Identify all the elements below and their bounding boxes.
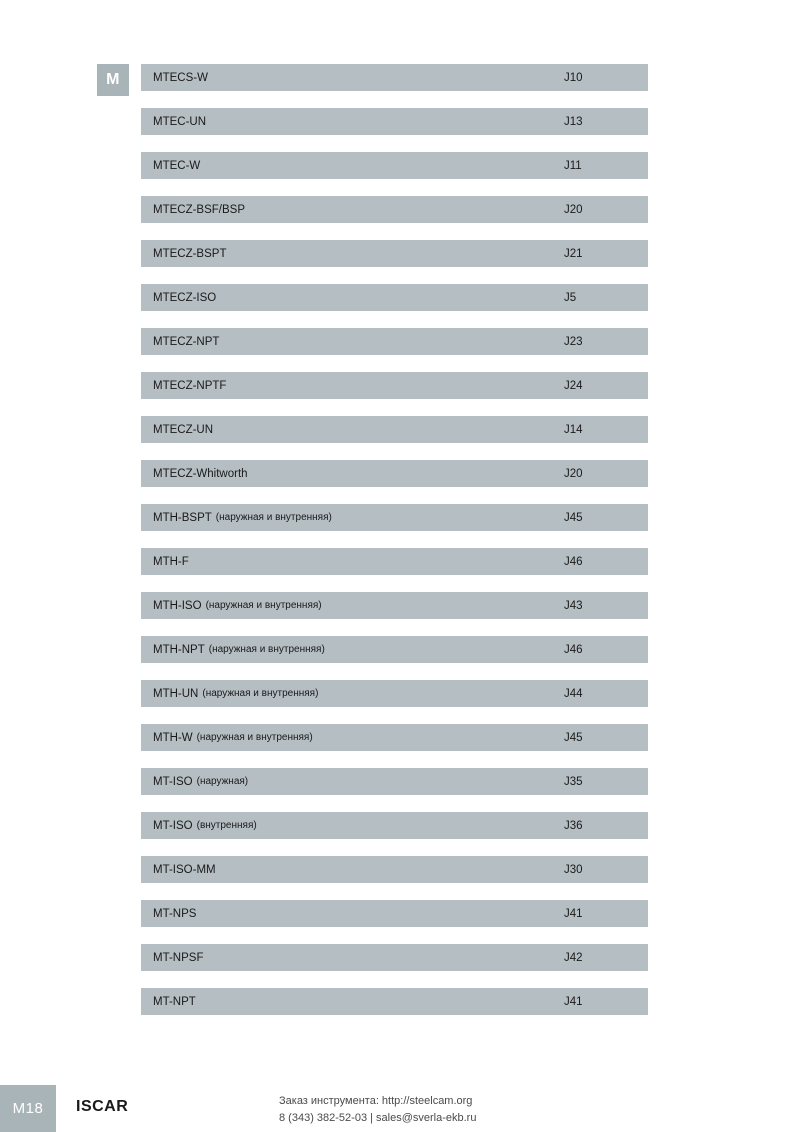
footer-order-line-2: 8 (343) 382-52-03 | sales@sverla-ekb.ru — [279, 1112, 477, 1124]
index-row[interactable] — [141, 768, 648, 795]
index-row-page: J11 — [564, 159, 582, 172]
index-row-name: MTECZ-NPT — [153, 335, 220, 348]
footer-brand-logo: ISCAR — [76, 1098, 129, 1115]
index-row-name: MTH-W — [153, 731, 193, 744]
index-row-page: J30 — [564, 863, 583, 876]
index-row[interactable] — [141, 328, 648, 355]
index-row-qualifier: (наружная и внутренняя) — [196, 732, 313, 743]
index-row-page: J45 — [564, 731, 583, 744]
index-row-qualifier: (наружная и внутренняя) — [208, 644, 325, 655]
index-row-name: MT-ISO — [153, 775, 193, 788]
footer-order-info — [279, 1093, 476, 1127]
index-row[interactable] — [141, 548, 648, 575]
index-row-name: MTECZ-BSF/BSP — [153, 203, 246, 216]
index-row-qualifier: (наружная и внутренняя) — [202, 688, 319, 699]
index-row[interactable] — [141, 680, 648, 707]
index-row-name: MTECZ-ISO — [153, 291, 217, 304]
index-list — [141, 64, 648, 1032]
index-row-page: J14 — [564, 423, 583, 436]
index-row-page: J21 — [564, 247, 583, 260]
index-row-page: J36 — [564, 819, 583, 832]
index-row[interactable] — [141, 240, 648, 267]
index-row-qualifier: (внутренняя) — [196, 820, 257, 831]
index-row[interactable] — [141, 636, 648, 663]
index-row[interactable] — [141, 196, 648, 223]
index-row-name: MTECZ-Whitworth — [153, 467, 248, 480]
index-row-name: MTEC-W — [153, 159, 201, 172]
index-row-name: MTECS-W — [153, 71, 208, 84]
footer-page-number: M18 — [0, 1085, 56, 1132]
section-letter-badge: M — [97, 64, 129, 96]
index-row-page: J20 — [564, 467, 583, 480]
index-row-name: MTH-F — [153, 555, 189, 568]
index-row-page: J45 — [564, 511, 583, 524]
index-row-page: J43 — [564, 599, 583, 612]
index-row-page: J44 — [564, 687, 583, 700]
index-row[interactable] — [141, 900, 648, 927]
index-row-name: MTECZ-NPTF — [153, 379, 227, 392]
index-row-qualifier: (наружная и внутренняя) — [215, 512, 332, 523]
index-row-page: J42 — [564, 951, 583, 964]
index-row-name: MT-NPS — [153, 907, 197, 920]
index-row[interactable] — [141, 856, 648, 883]
index-row[interactable] — [141, 944, 648, 971]
index-row-page: J41 — [564, 907, 583, 920]
index-row-name: MT-ISO-MM — [153, 863, 216, 876]
index-row-page: J41 — [564, 995, 583, 1008]
index-row-page: J20 — [564, 203, 583, 216]
index-row-name: MT-NPT — [153, 995, 196, 1008]
index-row[interactable] — [141, 152, 648, 179]
index-row-page: J35 — [564, 775, 583, 788]
index-row-name: MTH-NPT — [153, 643, 205, 656]
index-row[interactable] — [141, 416, 648, 443]
index-row-page: J13 — [564, 115, 583, 128]
index-row-page: J23 — [564, 335, 583, 348]
index-row[interactable] — [141, 372, 648, 399]
index-row-qualifier: (наружная и внутренняя) — [205, 600, 322, 611]
index-row-page: J46 — [564, 555, 583, 568]
index-row[interactable] — [141, 284, 648, 311]
index-row-name: MTH-ISO — [153, 599, 202, 612]
index-row-name: MT-ISO — [153, 819, 193, 832]
index-row-page: J5 — [564, 291, 577, 304]
index-row[interactable] — [141, 988, 648, 1015]
index-row-name: MTH-BSPT — [153, 511, 212, 524]
index-row[interactable] — [141, 592, 648, 619]
index-row-name: MTECZ-BSPT — [153, 247, 227, 260]
index-row[interactable] — [141, 460, 648, 487]
index-row[interactable] — [141, 724, 648, 751]
index-row[interactable] — [141, 504, 648, 531]
index-row[interactable] — [141, 64, 648, 91]
footer-order-line-1: Заказ инструмента: http://steelcam.org — [279, 1095, 473, 1107]
page-footer — [0, 1085, 800, 1132]
index-row-name: MT-NPSF — [153, 951, 204, 964]
index-row-name: MTEC-UN — [153, 115, 207, 128]
index-row-page: J24 — [564, 379, 583, 392]
index-row[interactable] — [141, 812, 648, 839]
index-row-name: MTECZ-UN — [153, 423, 214, 436]
index-row-page: J10 — [564, 71, 583, 84]
index-row[interactable] — [141, 108, 648, 135]
index-row-page: J46 — [564, 643, 583, 656]
index-row-name: MTH-UN — [153, 687, 199, 700]
index-row-qualifier: (наружная) — [196, 776, 249, 787]
